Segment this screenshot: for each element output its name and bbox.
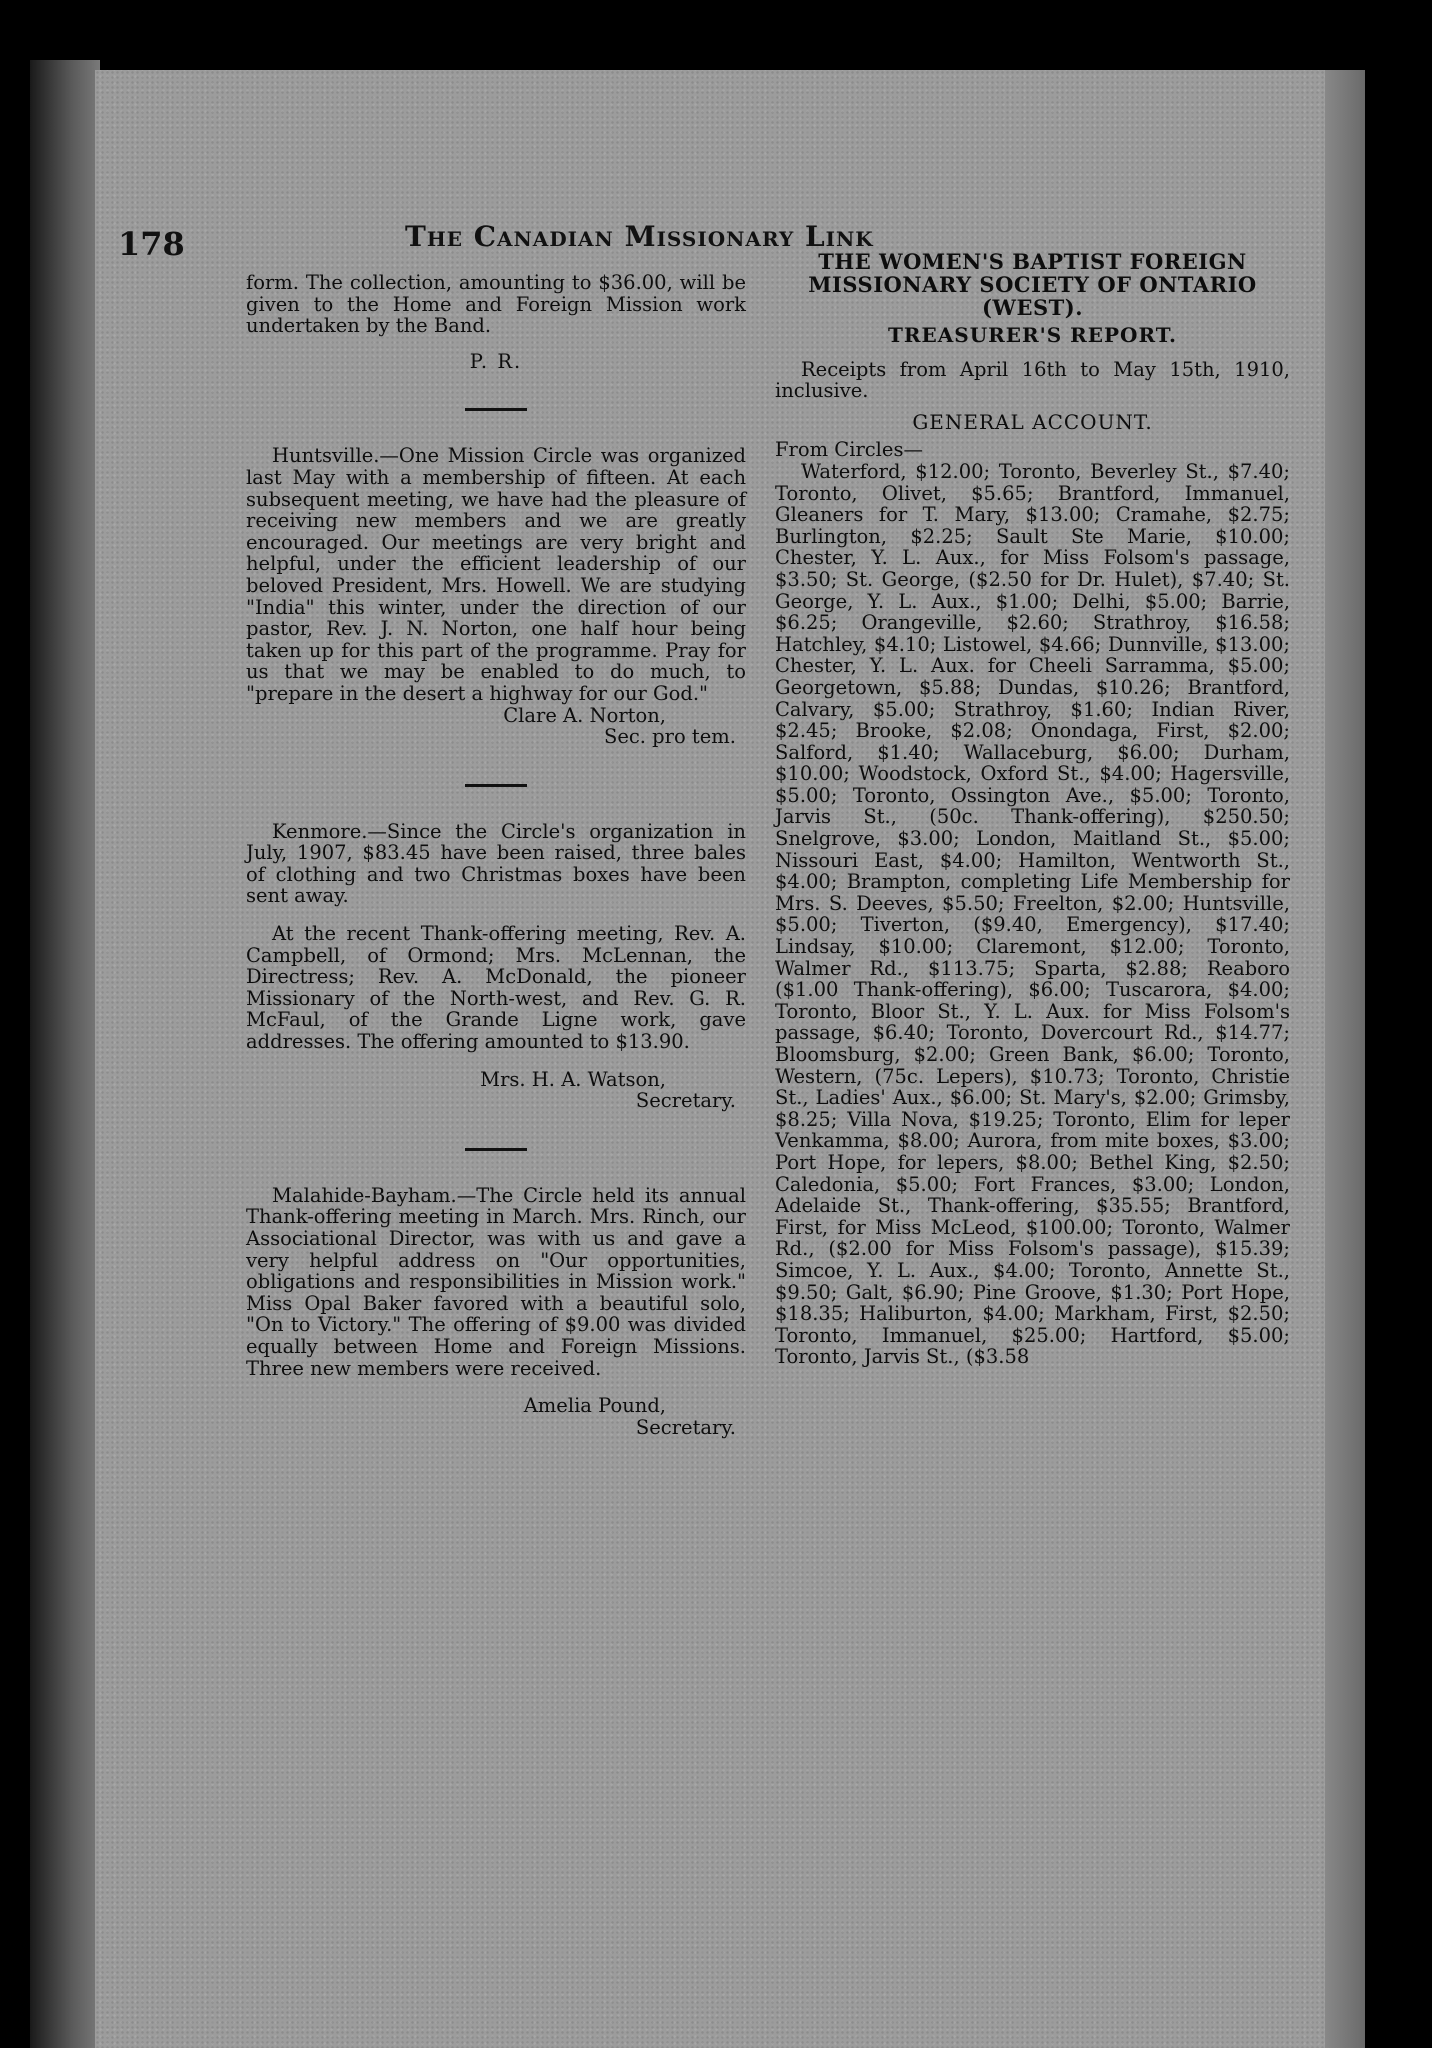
huntsville-signature-title: Sec. pro tem.	[603, 725, 736, 749]
opening-initials: P. R.	[469, 349, 523, 373]
treasurer-report-title: TREASURER'S REPORT.	[887, 323, 1178, 347]
right-column	[775, 250, 1290, 1368]
huntsville-signature-name: Clare A. Norton,	[503, 703, 666, 727]
huntsville-report: Huntsville.—One Mission Circle was organized last May with a membership of fifteen. At each subsequent meeting, we have had the pleasure of receiving new members and we are greatly encouraged. Our meetings are very bright and helpful, under the efficient leadership of our beloved President, Mrs. Howell. We are studying "India" this winter, under the direction of our pastor, Rev. J. N. Norton, one half hour being taken up for this part of the programme. Pray for us that we may be enabled to do much, to "prepare in the desert a highway for our God."	[246, 444, 746, 705]
page-number: 178	[118, 225, 185, 263]
general-account-title: GENERAL ACCOUNT.	[912, 409, 1153, 434]
society-title: THE WOMEN'S BAPTIST FOREIGN MISSIONARY SOCIETY OF ONTARIO (WEST).	[808, 249, 1257, 320]
kenmore-signature-title: Secretary.	[635, 1089, 736, 1113]
malahide-signature-name: Amelia Pound,	[523, 1394, 666, 1418]
malahide-bayham-report: Malahide-Bayham.—The Circle held its annual Thank-offering meeting in March. Mrs. Rinch, our Associational Director, was with us and gave a very helpful address on "Our opportunities, obligations and responsibilities in Mission work." Miss Opal Baker favored with a beautiful solo, "On to Victory." The offering of $9.00 was divided equally between Home and Foreign Missions. Three new members were received.	[246, 1183, 746, 1380]
kenmore-report: Kenmore.—Since the Circle's organization in July, 1907, $83.45 have been raised, three bales of clothing and two Christmas boxes have been sent away.	[246, 819, 746, 908]
scan-right-border	[1390, 60, 1432, 2048]
from-circles-label: From Circles—	[775, 438, 923, 462]
kenmore-signature-name: Mrs. H. A. Watson,	[480, 1067, 666, 1091]
left-column	[246, 272, 746, 1438]
kenmore-report-continued: At the recent Thank-offering meeting, Rev. A. Campbell, of Ormond; Mrs. McLennan, the Directress; Rev. A. McDonald, the pioneer Missionary of the North-west, and Rev. G. R. McFaul, of the Grande Ligne work, gave addresses. The offering amounted to $13.90.	[246, 922, 746, 1054]
page-right-shadow	[1325, 70, 1365, 2048]
scan-left-edge	[30, 60, 100, 2048]
receipts-period: Receipts from April 16th to May 15th, 1910, inclusive.	[775, 357, 1290, 403]
running-title: The Canadian Missionary Link	[405, 220, 874, 253]
circle-receipts-list: Waterford, $12.00; Toronto, Beverley St., $7.40; Toronto, Olivet, $5.65; Brantford, Immanuel, Gleaners for T. Mary, $13.00; Cramahe, $2.75; Burlington, $2.25; Sault Ste Marie, $10.00; Chester, Y. L. Aux., for Miss Folsom's passage, $3.50; St. George, ($2.50 for Dr. Hulet), $7.40; St. George, Y. L. Aux., $1.00; Delhi, $5.00; Barrie, $6.25; Orangeville, $2.60; Strathroy, $16.58; Hatchley, $4.10; Listowel, $4.66; Dunnville, $13.00; Chester, Y. L. Aux. for Cheeli Sarramma, $5.00; Georgetown, $5.88; Dundas, $10.26; Brantford, Calvary, $5.00; Strathroy, $1.60; Indian River, $2.45; Brooke, $2.08; Onondaga, First, $2.00; Salford, $1.40; Wallaceburg, $6.00; Durham, $10.00; Woodstock, Oxford St., $4.00; Hagersville, $5.00; Toronto, Ossington Ave., $5.00; Toronto, Jarvis St., (50c. Thank-offering), $250.50; Snelgrove, $3.00; London, Maitland St., $5.00; Nissouri East, $4.00; Hamilton, Wentworth St., $4.00; Brampton, completing Life Membership for Mrs. S. Deeves, $5.50; Freelton, $2.00; Huntsville, $5.00; Tiverton, ($9.40, Emergency), $17.40; Lindsay, $10.00; Claremont, $12.00; Toronto, Walmer Rd., $113.75; Sparta, $2.88; Reaboro ($1.00 Thank-offering), $6.00; Tuscarora, $4.00; Toronto, Bloor St., Y. L. Aux. for Miss Folsom's passage, $6.40; Toronto, Dovercourt Rd., $14.77; Bloomsburg, $2.00; Green Bank, $6.00; Toronto, Western, (75c. Lepers), $10.73; Toronto, Christie St., Ladies' Aux., $6.00; St. Mary's, $2.00; Grimsby, $8.25; Villa Nova, $19.25; Toronto, Elim for leper Venkamma, $8.00; Aurora, from mite boxes, $3.00; Port Hope, for lepers, $8.00; Bethel King, $2.50; Caledonia, $5.00; Fort Frances, $3.00; London, Adelaide St., Thank-offering, $35.55; Brantford, First, for Miss McLeod, $100.00; Toronto, Walmer Rd., ($2.00 for Miss Folsom's passage), $15.39; Simcoe, Y. L. Aux., $4.00; Toronto, Annette St., $9.50; Galt, $6.90; Pine Groove, $1.30; Port Hope, $18.35; Haliburton, $4.00; Markham, First, $2.50; Toronto, Immanuel, $25.00; Hartford, $5.00; Toronto, Jarvis St., ($3.58	[775, 459, 1290, 1369]
malahide-signature-title: Secretary.	[635, 1415, 736, 1439]
opening-paragraph: form. The collection, amounting to $36.00, will be given to the Home and Foreign Mission work undertaken by the Band.	[246, 271, 746, 338]
